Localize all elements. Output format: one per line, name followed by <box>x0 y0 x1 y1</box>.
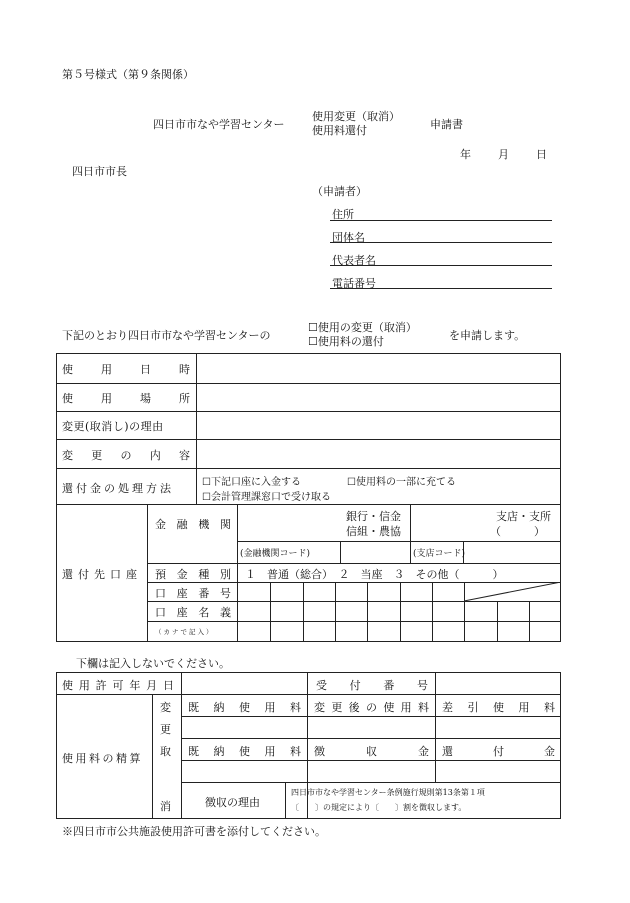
title-option-change: 使用変更（取消） <box>312 110 400 123</box>
inst-code-label: (金融機関コード) <box>240 549 311 559</box>
title-suffix: 申請書 <box>430 118 463 131</box>
rule-citation-line1: 四日市市なや学習センター条例施行規則第13条第１項 <box>291 788 485 797</box>
permit-date-label <box>62 677 174 693</box>
rule <box>270 582 271 642</box>
footer-note: ※四日市市公共施設使用許可書を添付してください。 <box>62 825 326 838</box>
applicant-heading: （申請者） <box>312 185 367 198</box>
change-content-label <box>62 447 190 463</box>
rule <box>196 353 197 504</box>
rule <box>181 782 561 783</box>
bank-types-1: 銀行・信金 <box>346 510 401 523</box>
changed-fee-text: 変 更 後 の 使 用 料 <box>314 701 429 714</box>
usage-place-label <box>62 390 190 406</box>
date-month: 月 <box>498 148 509 161</box>
rule <box>56 411 561 412</box>
rule <box>56 383 561 384</box>
rule <box>147 621 561 622</box>
branch-types: 支店・支所 <box>496 510 551 523</box>
facility-name: 四日市市なや学習センター <box>153 118 285 131</box>
refund-option-cashier[interactable]: ☐会計管理課窓口で受け取る <box>202 492 331 503</box>
rule <box>181 716 561 717</box>
collection-reason-label: 徴収の理由 <box>205 796 260 809</box>
request-suffix: を申請します。 <box>449 329 526 342</box>
representative-label: 代表者名 <box>332 254 376 267</box>
collection-text: 徴 収 金 <box>314 745 429 758</box>
kana-note: （カナで記入） <box>155 628 215 636</box>
rule <box>181 672 182 819</box>
usage-place-text: 使 用 場 所 <box>62 392 190 405</box>
refund-option-deposit[interactable]: ☐下記口座に入金する <box>202 477 301 488</box>
usage-datetime-label <box>62 361 190 377</box>
refund-amount-label <box>442 743 555 759</box>
receipt-number-text: 受 付 番 号 <box>316 679 428 692</box>
group-label: 団体名 <box>332 231 365 244</box>
rule <box>237 541 561 542</box>
rule <box>432 582 433 642</box>
rule <box>56 468 561 469</box>
title-option-refund: 使用料還付 <box>312 124 367 137</box>
deposit-options[interactable]: １ 普通（総合） ２ 当座 ３ その他（ ） <box>245 568 504 581</box>
branch-code-label: (支店コード) <box>413 549 466 559</box>
change-content-text: 変 更 の 内 容 <box>62 449 190 462</box>
account-name-text: 口 座 名 義 <box>155 606 231 619</box>
rule <box>285 782 286 819</box>
request-prefix: 下記のとおり四日市市なや学習センターの <box>62 329 271 342</box>
deposit-type-text: 預 金 種 別 <box>155 568 231 581</box>
refund-option-apply-fee[interactable]: ☐使用料の一部に充てる <box>347 477 456 488</box>
diff-fee-text: 差 引 使 用 料 <box>442 701 555 714</box>
bank-types-2: 信組・農協 <box>346 525 401 538</box>
rule <box>340 541 341 563</box>
rule <box>181 738 561 739</box>
rule <box>410 504 411 563</box>
rule <box>497 601 498 642</box>
address-label: 住所 <box>332 208 354 221</box>
rule <box>147 601 561 602</box>
date-year: 年 <box>460 148 471 161</box>
changed-fee-label <box>314 699 429 715</box>
phone-label: 電話番号 <box>332 277 376 290</box>
group-field[interactable] <box>330 242 552 243</box>
deposit-type-label <box>155 566 231 582</box>
rule <box>56 504 561 505</box>
paid-fee-text-2: 既 納 使 用 料 <box>188 745 301 758</box>
usage-datetime-text: 使 用 日 時 <box>62 363 190 376</box>
collection-label <box>314 743 429 759</box>
request-option-change[interactable]: ☐使用の変更（取消） <box>308 321 417 334</box>
branch-paren: （ ） <box>490 525 545 538</box>
rule <box>367 582 368 642</box>
receipt-number-label <box>316 677 428 693</box>
diff-fee-label <box>442 699 555 715</box>
fee-settlement-label: 使用料の精算 <box>62 752 143 765</box>
rule <box>303 582 304 642</box>
rule <box>147 563 561 564</box>
rule <box>181 760 561 761</box>
change-reason-label: 変更(取消し)の理由 <box>62 420 164 433</box>
addressee: 四日市市長 <box>72 165 127 178</box>
cancel-char-2: 消 <box>160 800 171 813</box>
financial-inst-label <box>155 516 231 532</box>
rule <box>152 694 153 819</box>
office-note: 下欄は記入しないでください。 <box>76 657 230 670</box>
paid-fee-text: 既 納 使 用 料 <box>188 701 301 714</box>
refund-account-label: 還付先口座 <box>62 568 142 581</box>
rule <box>56 694 561 695</box>
rule <box>435 672 436 782</box>
permit-date-text: 使 用 許 可 年 月 日 <box>62 679 174 692</box>
representative-field[interactable] <box>330 265 552 266</box>
paid-fee-label-2 <box>188 743 301 759</box>
rule <box>335 582 336 642</box>
change-char-2: 更 <box>160 723 171 736</box>
rule <box>400 582 401 642</box>
date-day: 日 <box>536 148 547 161</box>
account-number-slash <box>464 582 561 601</box>
account-number-text: 口 座 番 号 <box>155 587 231 600</box>
paid-fee-label <box>188 699 301 715</box>
refund-amount-text: 還 付 金 <box>442 745 555 758</box>
rule-citation-line2: 〔 〕の規定により〔 〕割を徴収します。 <box>291 803 467 812</box>
rule <box>529 601 530 642</box>
change-char-1: 変 <box>160 701 171 714</box>
refund-method-label: 還付金の処理方法 <box>62 482 174 495</box>
form-number: 第５号様式（第９条関係） <box>62 68 194 81</box>
financial-inst-text: 金 融 機 関 <box>155 518 231 531</box>
phone-field[interactable] <box>330 288 552 289</box>
rule <box>56 439 561 440</box>
account-number-label <box>155 585 231 601</box>
request-option-refund[interactable]: ☐使用料の還付 <box>308 335 384 348</box>
cancel-char-1: 取 <box>160 745 171 758</box>
account-name-label <box>155 604 231 620</box>
address-field[interactable] <box>330 220 552 221</box>
